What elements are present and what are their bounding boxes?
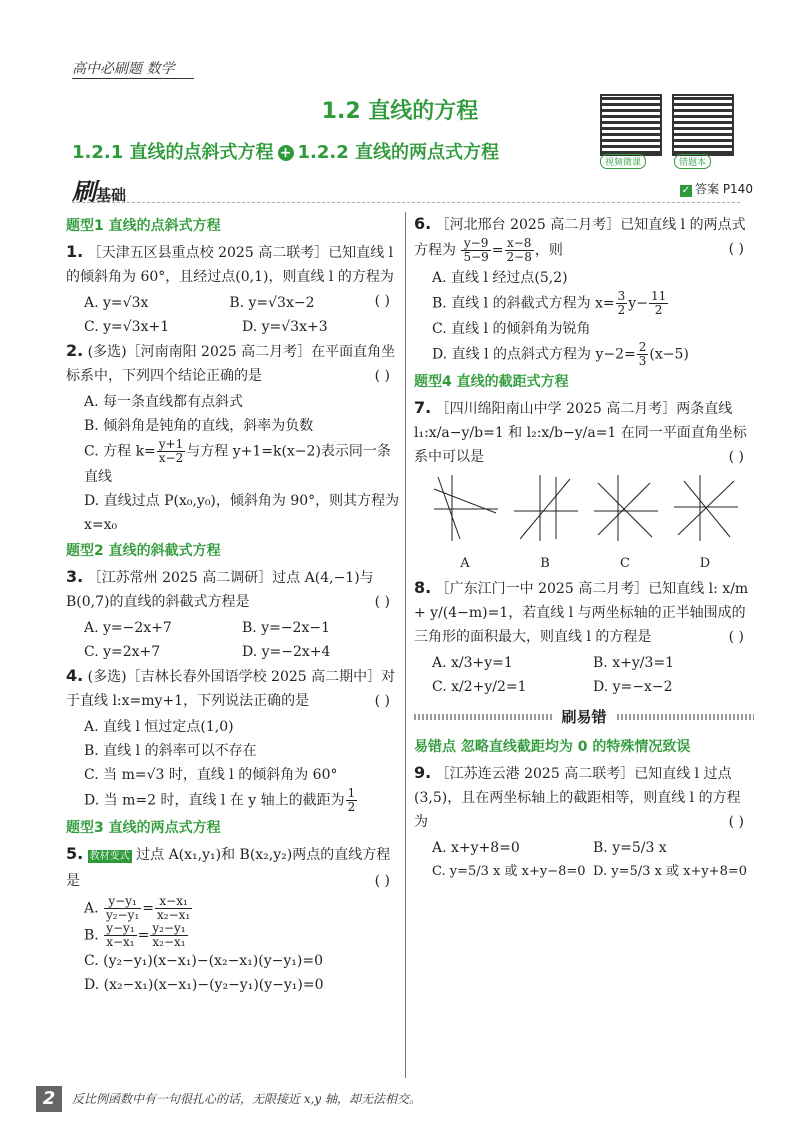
option-d[interactable]: D. 直线过点 P(x₀,y₀)，倾斜角为 90°，则其方程为 x=x₀ (84, 493, 400, 533)
option-b[interactable]: B. 倾斜角是钝角的直线，斜率为负数 (84, 418, 314, 434)
fraction (150, 922, 187, 949)
option-c[interactable] (84, 438, 400, 489)
option-c-post: 与方程 y+1=k(x−2)表示同一条直线 (84, 443, 391, 485)
option-c-pre: C. 方程 k= (84, 443, 156, 460)
divider-bar (414, 714, 552, 720)
question-number: 1. (66, 242, 84, 261)
section-title: 1.2 直线的方程 (321, 99, 479, 124)
textbook-badge: 教材变式 (89, 851, 130, 862)
question-text: ［河北邢台 2025 高二月考］已知直线 l 的两点式方程为 (414, 217, 746, 259)
numerator: x−8 (505, 237, 534, 251)
option-b[interactable]: B. y=−2x−1 (242, 620, 330, 636)
plus-icon: + (278, 145, 294, 161)
graph-label: A (460, 556, 470, 571)
question-7 (414, 396, 754, 469)
option-d-pre: D. 当 m=2 时，直线 l 在 y 轴上的截距为 (84, 792, 345, 809)
denominator: x₂−x₁ (152, 935, 186, 949)
qr-label-video: 视频微课 (600, 154, 646, 169)
qr-code-wrong[interactable] (672, 94, 734, 156)
divider (72, 202, 740, 203)
answer-paren: ( ) (728, 629, 744, 645)
option-c[interactable]: C. x/2+y/2=1 (432, 679, 527, 695)
section-heading: 题型3 直线的两点式方程 (66, 820, 221, 836)
option-a[interactable]: A. x+y+8=0 (432, 840, 520, 856)
denominator: x₂−x₁ (156, 908, 191, 922)
numerator: y₂−y₁ (152, 921, 186, 935)
fraction (637, 341, 649, 368)
error-prone-divider (414, 705, 754, 729)
denominator: 5−9 (463, 250, 489, 264)
denominator: 2−8 (506, 250, 532, 264)
answer-paren: ( ) (728, 449, 744, 465)
option-c[interactable]: C. y=√3x+1 (84, 319, 170, 335)
book-header: 高中必刷题 数学 (72, 58, 194, 79)
denominator: x−2 (158, 451, 184, 465)
answer-ref (680, 180, 753, 197)
denominator: 2 (347, 800, 356, 814)
question-3 (66, 565, 400, 614)
answer-label: 答案 P140 (695, 182, 753, 196)
graph-label: C (620, 556, 630, 571)
option-b[interactable]: B. y=5/3 x (593, 840, 667, 856)
option-b[interactable]: B. y=√3x−2 (229, 295, 315, 311)
graph-option-c[interactable] (590, 473, 660, 576)
question-number: 9. (414, 763, 432, 782)
question-text-end: ，则 (534, 242, 563, 259)
question-number: 2. (66, 341, 84, 360)
question-text: ［四川绵阳南山中学 2025 高二月考］两条直线 l₁:x/a−y/b=1 和 l₂:x/b−y/a=1 在同一平面直角坐标系中可以是 (414, 401, 747, 465)
option-a[interactable]: A. 每一条直线都有点斜式 (84, 394, 244, 410)
option-c[interactable]: C. (y₂−y₁)(x−x₁)−(x₂−x₁)(y−y₁)=0 (84, 953, 323, 969)
question-number: 3. (66, 567, 84, 586)
option-b[interactable]: B. 直线 l 的斜率可以不存在 (84, 743, 257, 759)
graph-c-figure (590, 473, 660, 543)
fraction (104, 895, 141, 922)
option-b[interactable] (432, 290, 754, 317)
question-text: (多选)［吉林长春外国语学校 2025 高二期中］对于直线 l:x=my+1，下列说法正确的是 (66, 669, 396, 709)
option-d-pre: D. 直线 l 的点斜式方程为 y−2= (432, 346, 636, 363)
fraction (157, 438, 185, 465)
check-icon: ✓ (681, 185, 691, 196)
question-text: ［江苏连云港 2025 高二联考］已知直线 l 过点(3,5)，且在两坐标轴上的截距相等，则直线 l 的方程为 (414, 766, 741, 830)
options-row (84, 291, 375, 315)
question-4 (66, 664, 400, 713)
graph-option-b[interactable] (510, 473, 580, 576)
question-number: 8. (414, 578, 432, 597)
fraction (505, 237, 534, 264)
numerator: y+1 (158, 437, 184, 451)
option-a[interactable]: A. y=√3x (84, 295, 149, 311)
question-number: 6. (414, 214, 432, 233)
question-number: 4. (66, 666, 84, 685)
option-d[interactable]: D. (x₂−x₁)(x−x₁)−(y₂−y₁)(y−y₁)=0 (84, 977, 324, 993)
column-divider (405, 212, 406, 1078)
subtitle-left: 1.2.1 直线的点斜式方程 (72, 142, 274, 163)
option-d[interactable]: D. y=√3x+3 (242, 319, 328, 335)
answer-paren: ( ) (374, 368, 390, 384)
option-d[interactable]: D. y=5/3 x 或 x+y+8=0 (593, 864, 748, 879)
option-a[interactable]: A. 直线 l 经过点(5,2) (432, 270, 568, 286)
numerator: y−9 (461, 237, 490, 251)
option-a[interactable]: A. 直线 l 恒过定点(1,0) (84, 719, 234, 735)
options-row (432, 836, 754, 860)
left-column (66, 212, 400, 997)
answer-paren: ( ) (374, 293, 390, 309)
answer-paren: ( ) (374, 594, 390, 610)
question-text: ［天津五区县重点校 2025 高二联考］已知直线 l 的倾斜角为 60°，且经过点(0,1)，则直线 l 的方程为 (66, 245, 394, 285)
options-row (432, 651, 754, 675)
numerator: 1 (347, 786, 356, 800)
graph-a-figure (430, 473, 500, 543)
option-b-mid: y− (628, 295, 648, 312)
answer-paren: ( ) (728, 241, 744, 257)
qr-label-wrong: 错题本 (674, 154, 711, 169)
numerator: y−y₁ (104, 895, 141, 909)
fraction (346, 787, 358, 814)
numerator: 11 (650, 289, 667, 303)
option-a[interactable]: A. $\frac{\text{y−y₁}}{\text{y₂−y₁}}$ = $\frac{\text{x−x₁}}{\text{x₂−x₁}}$ (84, 894, 191, 922)
option-d[interactable]: D. y=−x−2 (593, 679, 673, 695)
denominator: 2 (654, 303, 663, 317)
option-a[interactable]: A. x/3+y=1 (432, 655, 513, 671)
section-heading: 题型4 直线的截距式方程 (414, 374, 569, 390)
question-number: 5. (66, 844, 84, 863)
options-row (84, 616, 400, 640)
fraction (616, 290, 628, 317)
graph-label: D (699, 556, 711, 571)
option-d[interactable] (84, 787, 400, 814)
option-c[interactable]: C. 当 m=√3 时，直线 l 的倾斜角为 60° (84, 767, 338, 783)
page-number: 2 (36, 1086, 62, 1112)
graph-options (430, 473, 754, 576)
question-6: 6. ［河北邢台 2025 高二月考］已知直线 l 的两点式方程为 $\frac{y-9}{5-9}$ = $\frac{x-8}{2-8}$ ，则 ( ) (414, 214, 746, 264)
numerator: 2 (638, 340, 647, 354)
question-9 (414, 761, 754, 834)
graph-b-figure (510, 473, 580, 543)
numerator: x−x₁ (155, 895, 192, 909)
option-c[interactable]: C. y=2x+7 (84, 644, 161, 660)
question-text: ［广东江门一中 2025 高二月考］已知直线 l: x/m + y/(4−m)=1，若直线 l 与两坐标轴的正半轴围成的三角形的面积最大，则直线 l 的方程是 (414, 581, 749, 645)
question-number: 7. (414, 398, 432, 417)
option-c[interactable]: C. 直线 l 的倾斜角为锐角 (432, 321, 591, 337)
section-heading: 题型2 直线的斜截式方程 (66, 543, 221, 559)
divider-bar (617, 714, 755, 720)
options-row (432, 675, 754, 699)
option-d[interactable] (432, 341, 754, 368)
answer-paren: ( ) (374, 873, 390, 889)
graph-d-figure (670, 473, 740, 543)
graph-label: B (540, 556, 550, 571)
question-2 (66, 339, 400, 388)
graph-option-d[interactable] (670, 473, 740, 576)
fraction (155, 895, 192, 922)
question-text: 过点 A(x₁,y₁)和 B(x₂,y₂)两点的直线方程是 (66, 847, 391, 889)
qr-code-video[interactable] (600, 94, 662, 156)
denominator: 3 (638, 354, 647, 368)
answer-paren: ( ) (374, 693, 390, 709)
question-8 (414, 576, 754, 649)
section-heading: 易错点 忽略直线截距均为 0 的特殊情况致误 (414, 739, 691, 755)
option-d[interactable]: D. y=−2x+4 (242, 644, 331, 660)
denominator: y₂−y₁ (106, 908, 140, 922)
question-text: (多选)［河南南阳 2025 高二月考］在平面直角坐标系中，下列四个结论正确的是 (66, 344, 396, 384)
subsection-title (72, 138, 499, 164)
fraction (104, 922, 136, 949)
shua-label: 基础 (96, 186, 127, 204)
footer-quote: 反比例函数中有一句很扎心的话，无限接近 x,y 轴，却无法相交。 (72, 1092, 421, 1106)
option-c[interactable]: C. y=5/3 x 或 x+y−8=0 (432, 864, 586, 879)
numerator: 3 (617, 289, 626, 303)
shua-glyph: 刷 (72, 178, 96, 206)
fraction (461, 237, 490, 264)
section-heading: 题型1 直线的点斜式方程 (66, 218, 221, 234)
question-text: ［江苏常州 2025 高二调研］过点 A(4,−1)与 B(0,7)的直线的斜截式方程是 (66, 570, 374, 610)
answer-paren: ( ) (728, 814, 744, 830)
fraction (649, 290, 668, 317)
graph-option-a[interactable] (430, 473, 500, 576)
denominator: 2 (617, 303, 626, 317)
option-d-post: (x−5) (649, 346, 689, 363)
option-b[interactable]: B. $\frac{\text{y−y₁}}{\text{x−x₁}}$ = $\frac{\text{y₂−y₁}}{\text{x₂−x₁}}$ (84, 921, 186, 949)
options-row (84, 640, 400, 664)
denominator: x−x₁ (106, 935, 135, 949)
option-b[interactable]: B. x+y/3=1 (593, 655, 674, 671)
subtitle-right: 1.2.2 直线的两点式方程 (297, 142, 500, 163)
question-5 (66, 842, 400, 893)
option-a[interactable]: A. y=−2x+7 (84, 620, 172, 636)
right-column (414, 212, 754, 884)
options-row (84, 315, 400, 339)
option-b-pre: B. 直线 l 的斜截式方程为 x= (432, 295, 615, 312)
error-prone-title: 刷易错 (561, 708, 607, 726)
options-row (432, 860, 754, 884)
numerator: y−y₁ (106, 921, 135, 935)
